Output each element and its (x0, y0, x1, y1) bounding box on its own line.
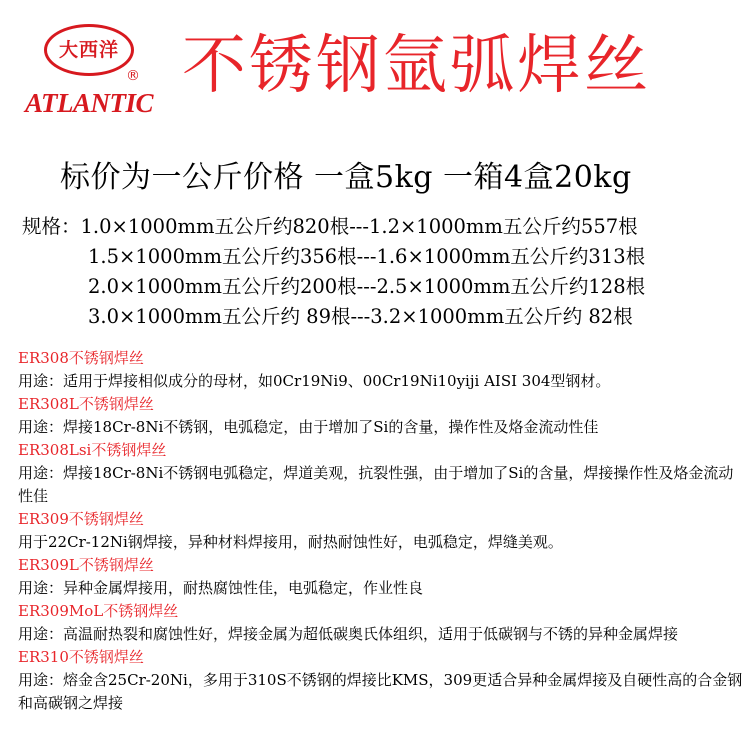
spec-row (22, 212, 645, 242)
product-name: ER308L不锈钢焊丝 (18, 395, 154, 413)
spec-row (22, 242, 645, 272)
product-description: 用途：适用于焊接相似成分的母材，如0Cr19Ni9、00Cr19Ni10yiji AISI 304型钢材。 (18, 372, 611, 390)
product-item (18, 646, 743, 715)
product-item (18, 439, 743, 508)
page-title: 不锈钢氩弧焊丝 (182, 29, 651, 103)
logo-english-name: ATLANTIC (24, 88, 154, 118)
product-name: ER308Lsi不锈钢焊丝 (18, 441, 167, 459)
brand-logo (14, 18, 164, 130)
product-name: ER309L不锈钢焊丝 (18, 556, 154, 574)
product-description: 用于22Cr-12Ni钢焊接，异种材料焊接用，耐热耐蚀性好，电弧稳定，焊缝美观。 (18, 533, 563, 551)
product-name: ER309MoL不锈钢焊丝 (18, 602, 179, 620)
product-description: 用途：熔金含25Cr-20Ni，多用于310S不锈钢的焊接比KMS，309更适合异种金属焊接及自硬性高的合金钢和高碳钢之焊接 (18, 671, 743, 712)
product-list (18, 347, 743, 715)
price-note: 标价为一公斤价格 一盒5kg 一箱4盒20kg (60, 160, 632, 195)
spec-label: 规格： (22, 215, 81, 238)
registered-mark: ® (126, 68, 140, 84)
spec-value: 1.5×1000mm五公斤约356根---1.6×1000mm五公斤约313根 (88, 245, 646, 268)
product-description: 用途：异种金属焊接用，耐热腐蚀性佳，电弧稳定，作业性良 (18, 579, 424, 597)
product-name: ER310不锈钢焊丝 (18, 648, 144, 666)
spec-row (22, 272, 645, 302)
product-name: ER308不锈钢焊丝 (18, 349, 144, 367)
spec-table (22, 212, 645, 332)
product-item (18, 347, 743, 393)
product-name: ER309不锈钢焊丝 (18, 510, 144, 528)
logo-chinese-name: 大西洋 (58, 39, 119, 61)
spec-row (22, 302, 645, 332)
spec-value: 3.0×1000mm五公斤约 89根---3.2×1000mm五公斤约 82根 (88, 305, 633, 328)
spec-value: 1.0×1000mm五公斤约820根---1.2×1000mm五公斤约557根 (80, 215, 638, 238)
product-item (18, 393, 743, 439)
product-description: 用途：高温耐热裂和腐蚀性好，焊接金属为超低碳奥氏体组织，适用于低碳钢与不锈的异种金属焊接 (18, 625, 679, 643)
product-description: 用途：焊接18Cr-8Ni不锈钢电弧稳定，焊道美观，抗裂性强，由于增加了Si的含量，焊接操作性及烙金流动性佳 (18, 464, 734, 505)
product-item (18, 508, 743, 554)
product-item (18, 554, 743, 600)
product-item (18, 600, 743, 646)
product-description: 用途：焊接18Cr-8Ni不锈钢，电弧稳定，由于增加了Si的含量，操作性及烙金流动性佳 (18, 418, 599, 436)
spec-value: 2.0×1000mm五公斤约200根---2.5×1000mm五公斤约128根 (88, 275, 646, 298)
